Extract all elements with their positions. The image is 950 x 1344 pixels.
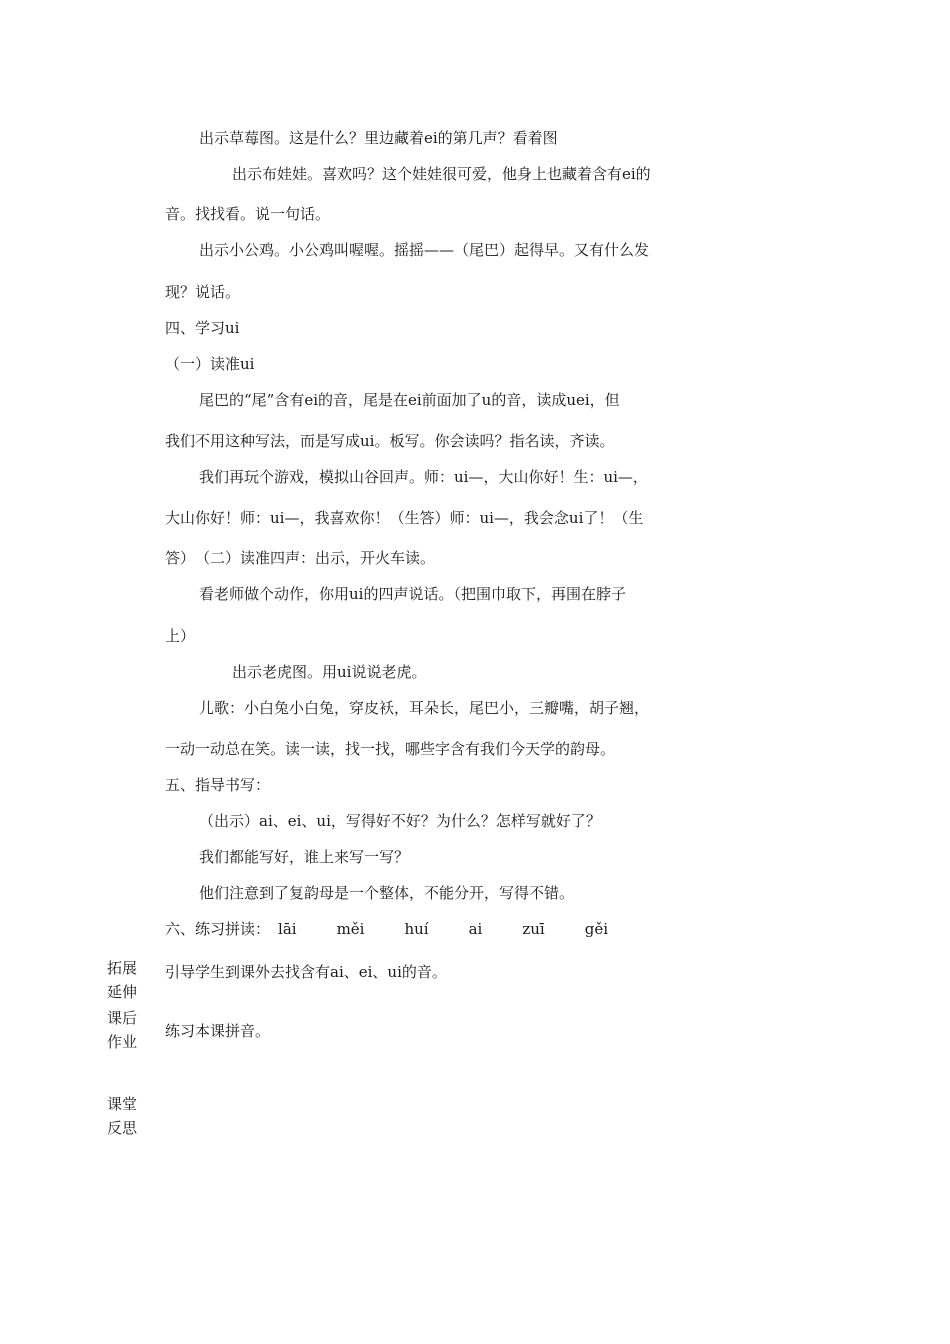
section-heading: 五、指导书写： (165, 776, 271, 794)
paragraph-line: 出示布娃娃。喜欢吗？这个娃娃很可爱，他身上也藏着含有ei的 (232, 165, 651, 183)
paragraph-line: 看老师做个动作，你用ui的四声说话。（把围巾取下，再围在脖子 (199, 585, 626, 603)
paragraph-line: 出示老虎图。用ui说说老虎。 (232, 663, 427, 681)
practice-label: 六、练习拼读： (165, 920, 271, 938)
subsection-heading: （一）读准ui (165, 355, 255, 373)
paragraph-line: 现？说话。 (165, 283, 241, 301)
section-text: 练习本课拼音。 (165, 1022, 271, 1040)
pinyin-item: ai (468, 920, 483, 938)
paragraph-line: 我们再玩个游戏，模拟山谷回声。师：ui—，大山你好！生：ui—， (199, 468, 648, 486)
practice-line (165, 919, 648, 939)
paragraph-line: 答） （二）读准四声：出示，开火车读。 (165, 549, 436, 567)
paragraph-line: （出示）ai、ei、ui，写得好不好？为什么？怎样写就好了？ (199, 812, 601, 830)
section-label: 课后 作业 (107, 1009, 138, 1051)
section-label: 拓展 延伸 (107, 959, 138, 1001)
paragraph-line: 一动一动总在笑。读一读，找一找，哪些字含有我们今天学的韵母。 (165, 740, 616, 758)
paragraph-line: 尾巴的“尾”含有ei的音，尾是在ei前面加了u的音，读成uei，但 (199, 391, 620, 409)
paragraph-line: 儿歌：小白兔小白兔，穿皮袄，耳朵长，尾巴小，三瓣嘴，胡子翘， (199, 699, 650, 717)
section-text: 引导学生到课外去找含有ai、ei、ui的音。 (165, 963, 447, 981)
pinyin-item: měi (336, 920, 365, 938)
paragraph-line: 我们不用这种写法，而是写成ui。板写。你会读吗？指名读，齐读。 (165, 432, 615, 450)
paragraph-line: 大山你好！师：ui—，我喜欢你！（生答）师：ui—，我会念ui了！（生 (165, 509, 644, 527)
paragraph-line: 出示小公鸡。小公鸡叫喔喔。摇摇——（尾巴）起得早。又有什么发 (199, 241, 650, 259)
paragraph-line: 出示草莓图。这是什么？里边藏着ei的第几声？看着图 (199, 129, 558, 147)
pinyin-item: gěi (584, 920, 608, 938)
section-heading: 四、学习ui (165, 319, 240, 337)
pinyin-item: lāi (278, 920, 297, 938)
paragraph-line: 音。找找看。说一句话。 (165, 205, 331, 223)
pinyin-item: huí (404, 920, 429, 938)
section-label: 课堂 反思 (107, 1095, 138, 1137)
pinyin-item: zuī (522, 920, 545, 938)
paragraph-line: 他们注意到了复韵母是一个整体，不能分开，写得不错。 (199, 884, 575, 902)
paragraph-line: 我们都能写好，谁上来写一写？ (199, 848, 410, 866)
paragraph-line: 上） (165, 627, 196, 645)
